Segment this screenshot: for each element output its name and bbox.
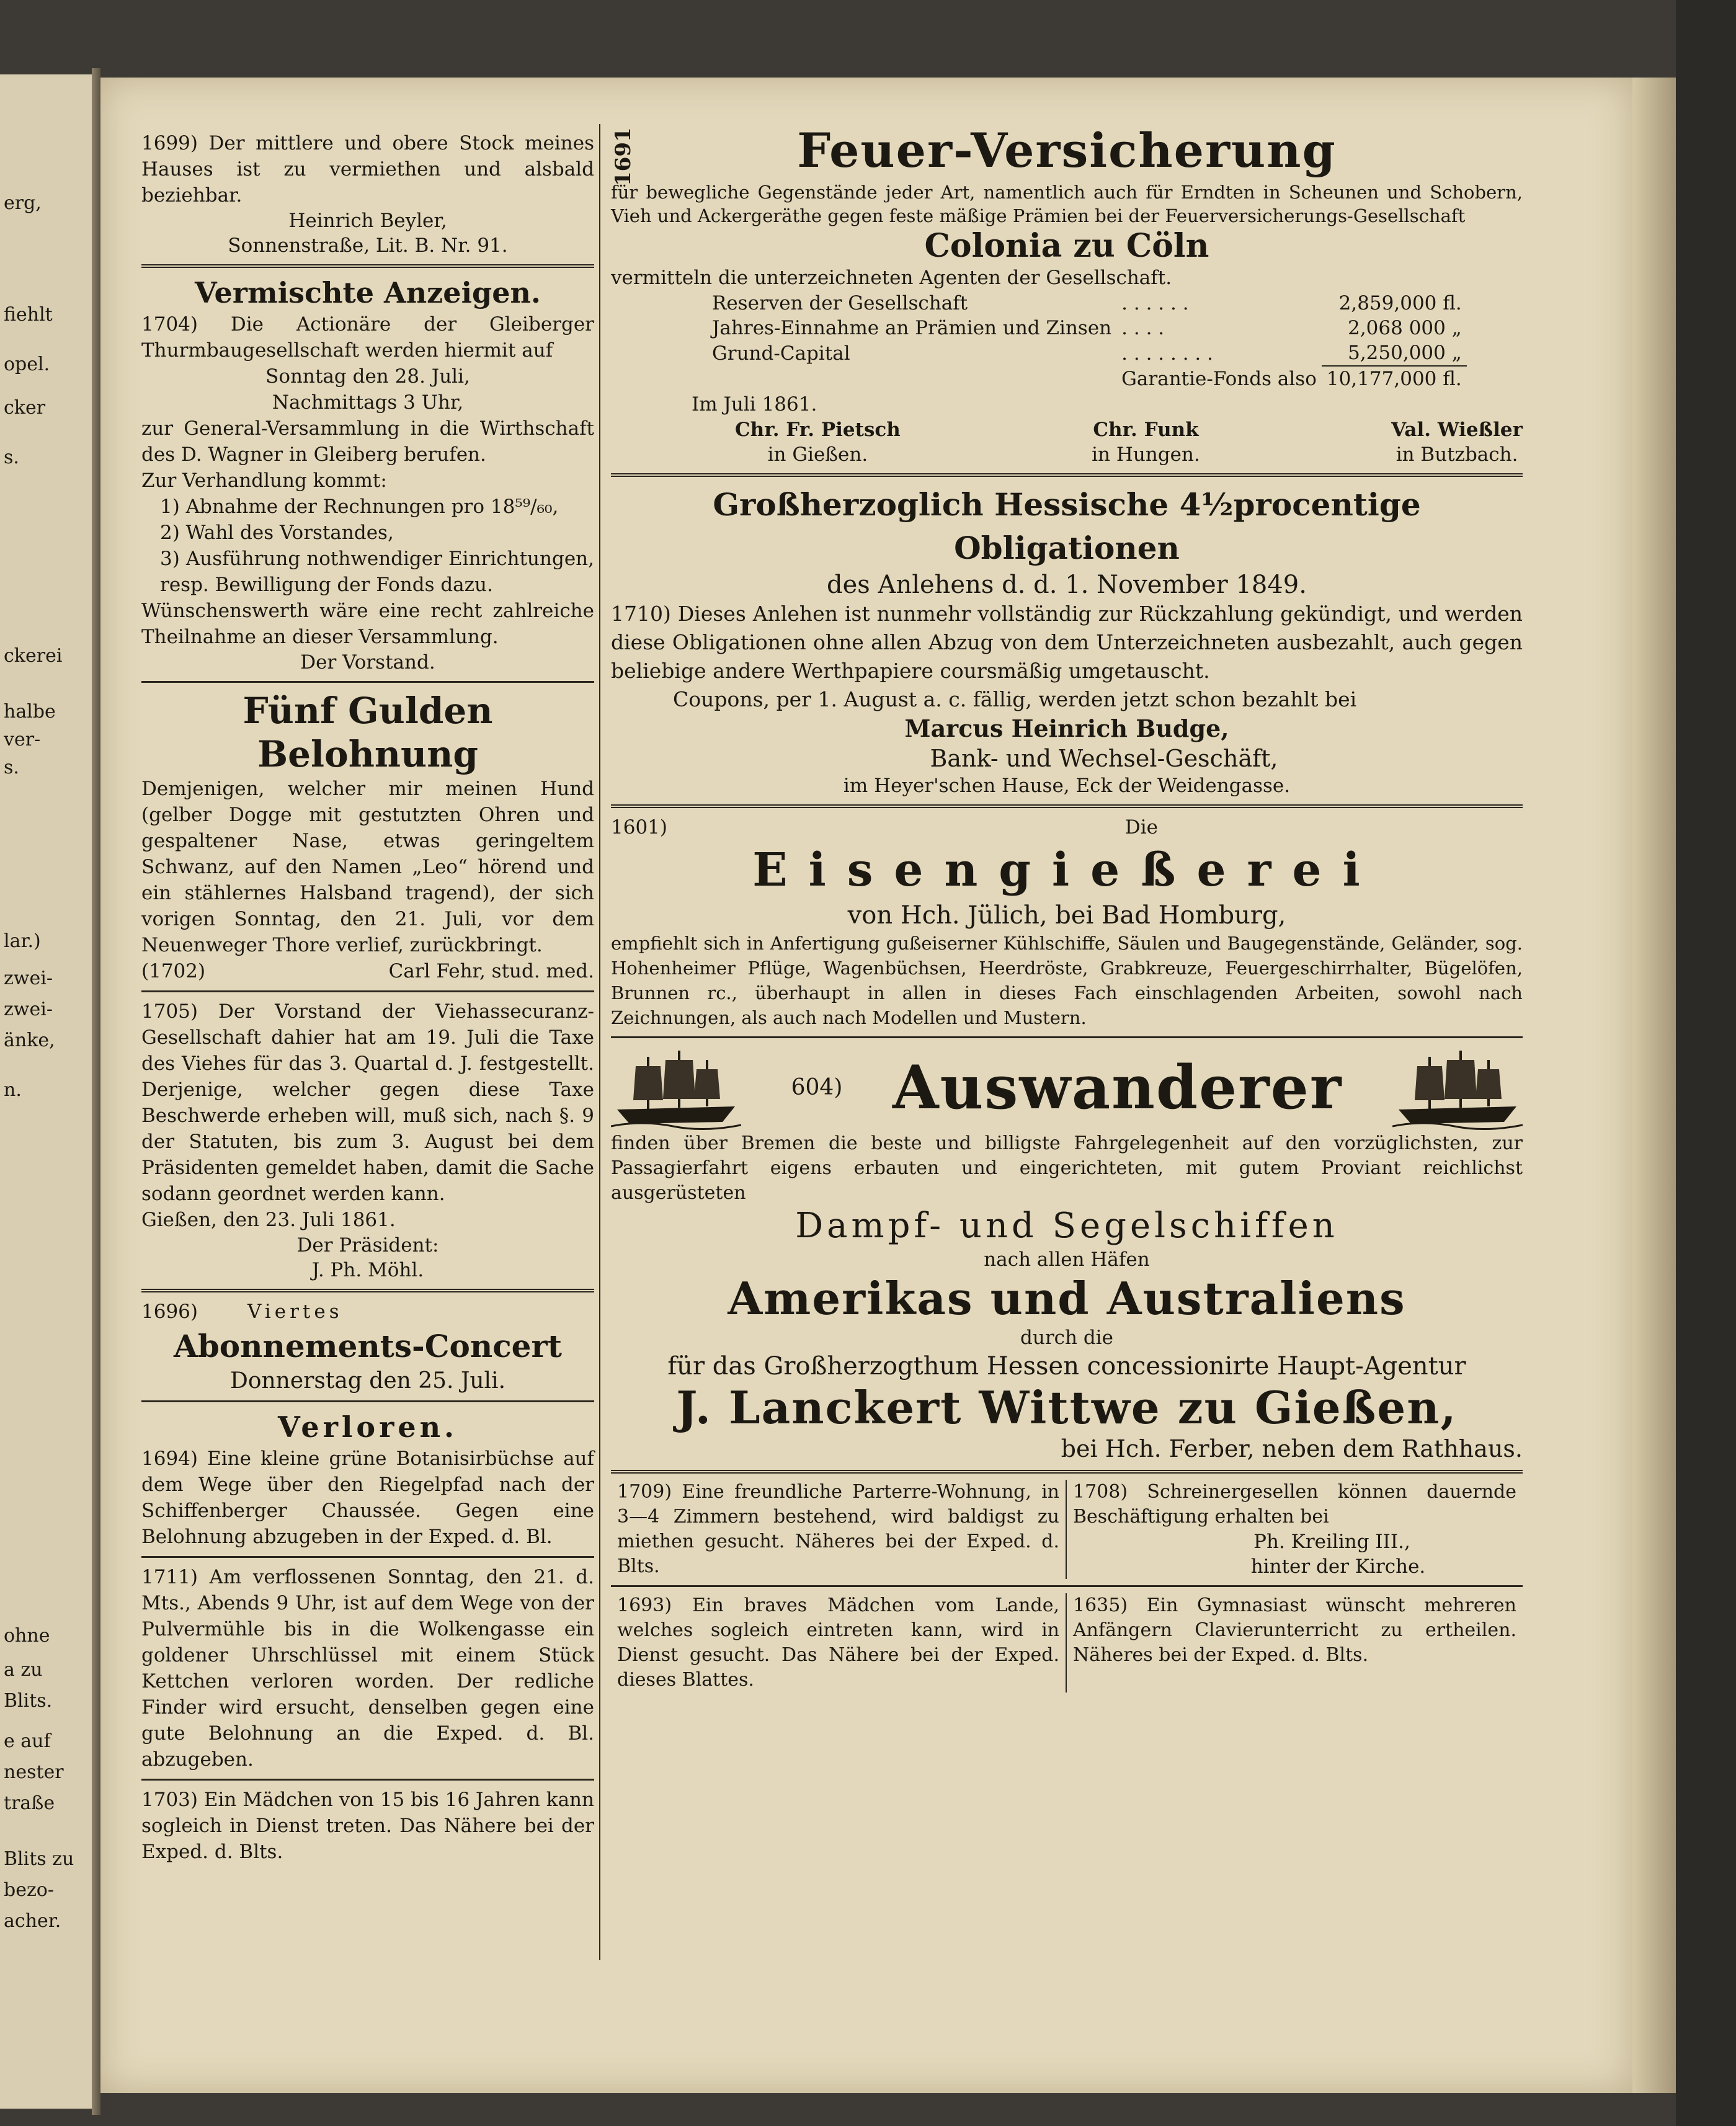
small-ads-row-1 <box>611 1480 1523 1579</box>
ad-1702-footer <box>141 958 594 984</box>
auswanderer-ships: Dampf- und Segelschiffen <box>795 1206 1338 1246</box>
ad-1635-box <box>1067 1593 1523 1692</box>
left-fragment: zwei- <box>4 967 53 989</box>
feuer-agents <box>611 417 1523 467</box>
ad-1704-item3: 3) Ausführung nothwendiger Einrichtungen, resp. Bewilligung der Fonds dazu. <box>160 548 594 596</box>
ad-1704-agenda-head: Zur Verhandlung kommt: <box>141 469 387 492</box>
feuer-agents-line: vermitteln die unterzeichneten Agenten der Gesellschaft. <box>611 267 1172 289</box>
auswanderer-text1: finden über Bremen die beste und billigste Fahrgelegenheit auf den vorzüglichsten, zur Passagierfahrt eigens erbauten und eingerichteten, mit gutem Proviant reichlichst ausgerüsteten <box>611 1132 1523 1204</box>
left-fragment: halbe <box>4 701 56 723</box>
left-fragment: erg, <box>4 192 42 214</box>
divider <box>611 1585 1523 1587</box>
row-dots: . . . . . . . . <box>1121 342 1213 365</box>
ad-1704-time: Nachmittags 3 Uhr, <box>272 391 464 414</box>
left-fragment: fiehlt <box>4 304 53 326</box>
obligationen-sig1: Marcus Heinrich Budge, <box>904 714 1229 742</box>
table-row <box>707 366 1467 391</box>
auswanderer-nach: nach allen Häfen <box>984 1248 1150 1271</box>
row-dots: . . . . <box>1121 317 1165 339</box>
auswanderer-firm: J. Lanckert Wittwe zu Gießen, <box>676 1381 1458 1434</box>
left-fragment: lar.) <box>4 930 41 952</box>
ad-1704-intro: 1704) Die Actionäre der Gleiberger Thurmbaugesellschaft werden hiermit auf <box>141 313 594 362</box>
eisen-title: Eisengießerei <box>752 843 1381 897</box>
ad-1708-text: 1708) Schreinergesellen können dauernde Beschäftigung erhalten bei <box>1073 1481 1516 1528</box>
ad-1708-sig2: hinter der Kirche. <box>1250 1555 1426 1578</box>
table-row <box>707 340 1467 366</box>
left-fragment: bezo- <box>4 1879 54 1901</box>
ad-1703: 1703) Ein Mädchen von 15 bis 16 Jahren kann sogleich in Dienst treten. Das Nähere bei der Exped. d. Blts. <box>141 1789 594 1863</box>
ad-1693: 1693) Ein braves Mädchen vom Lande, welches sogleich eintreten kann, wird in Dienst gesucht. Das Nähere bei der Exped. dieses Blattes. <box>617 1594 1059 1691</box>
divider <box>611 473 1523 477</box>
row-label: Grund-Capital <box>712 342 850 365</box>
ad-1704-sig: Der Vorstand. <box>300 651 435 674</box>
eisen-head <box>611 814 1158 840</box>
column-rule <box>599 124 600 1960</box>
eisen-sub: von Hch. Jülich, bei Bad Homburg, <box>847 901 1286 930</box>
margin-number: 1691 <box>611 127 636 186</box>
ad-1709-box <box>611 1480 1067 1579</box>
left-fragment: e auf <box>4 1730 51 1752</box>
obligationen-title: Großherzoglich Hessische 4½procentige Obligationen <box>713 486 1421 566</box>
table-row <box>707 291 1467 316</box>
obligationen-subtitle: des Anlehens d. d. 1. November 1849. <box>827 571 1307 599</box>
feuer-intro: für bewegliche Gegenstände jeder Art, namentlich auch für Erndten in Scheunen und Schobern, Vieh und Ackergeräthe gegen feste mäßige Prämien bei der Feuerversicherungs-Gesellschaft <box>611 182 1523 226</box>
ad-1696-word: Viertes <box>247 1301 343 1323</box>
table-row <box>707 316 1467 340</box>
ad-1708-sig1: Ph. Kreiling III., <box>1253 1531 1410 1553</box>
divider <box>611 1036 1523 1038</box>
ad-1699-sig1: Heinrich Beyler, <box>288 210 447 232</box>
ad-1694: 1694) Eine kleine grüne Botanisirbüchse auf dem Wege über den Riegelpfad nach der Schiffenberger Chaussée. Gegen eine Belohnung abzugeben in der Exped. d. Bl. <box>141 1448 594 1548</box>
obligationen-sig3: im Heyer'schen Hause, Eck der Weidengasse. <box>843 775 1291 797</box>
left-fragment: Blits. <box>4 1690 53 1712</box>
ship-icon <box>611 1044 741 1131</box>
ad-1705-sig2: J. Ph. Möhl. <box>311 1259 424 1281</box>
ad-1705-text: 1705) Der Vorstand der Viehassecuranz-Gesellschaft dahier hat am 19. Juli die Taxe des Viehes für das 3. Quartal d. J. festgestellt. Derjenige, welcher gegen diese Taxe Beschwerde erheben will, muß sich, nach §. 9 der Statuten, bis zum 3. August bei dem Präsidenten gemeldet haben, damit die Sache sodann geordnet werden kann. <box>141 1000 594 1205</box>
left-fragment: traße <box>4 1792 55 1814</box>
left-fragment: Blits zu <box>4 1848 74 1870</box>
feuer-company: Colonia zu Cöln <box>924 227 1209 265</box>
left-page-edge <box>0 74 93 2109</box>
ad-1696-title: Abonnements-Concert <box>174 1328 562 1364</box>
left-fragment: änke, <box>4 1030 55 1051</box>
left-fragment: s. <box>4 447 19 468</box>
obligationen-text: 1710) Dieses Anlehen ist nunmehr vollständig zur Rückzahlung gekündigt, und werden diese Obligationen ohne allen Abzug von dem Unterzeichneten ausbezahlt, auch gegen beliebige andere Werthpapiere coursmäßig umgetauscht. <box>611 602 1523 683</box>
feuer-table <box>707 291 1467 391</box>
ad-1704-rest: zur General-Versammlung in die Wirthschaft des D. Wagner in Gleiberg berufen. <box>141 417 594 466</box>
left-fragment: ohne <box>4 1625 50 1647</box>
row-value: 5,250,000 „ <box>1322 340 1467 366</box>
total-label: Garantie-Fonds also <box>1121 367 1317 390</box>
agent-name: Val. Wießler <box>1391 419 1523 441</box>
left-fragment: opel. <box>4 354 50 375</box>
divider <box>141 681 594 683</box>
divider <box>141 1289 594 1292</box>
divider <box>141 990 594 992</box>
left-fragment: zwei- <box>4 999 53 1020</box>
right-column <box>611 121 1523 1692</box>
row-value: 2,859,000 fl. <box>1338 292 1462 314</box>
ad-1635: 1635) Ein Gymnasiast wünscht mehreren Anfängern Clavierunterricht zu ertheilen. Näheres bei der Exped. d. Blts. <box>1073 1594 1516 1666</box>
total-value: 10,177,000 fl. <box>1326 368 1462 390</box>
ad-1693-box <box>611 1593 1067 1692</box>
agent <box>1092 417 1200 467</box>
ad-1699-text: 1699) Der mittlere und obere Stock meines Hauses ist zu vermiethen und alsbald beziehbar. <box>141 132 594 207</box>
feuer-title: Feuer-Versicherung <box>797 123 1337 178</box>
ad-1702-num: (1702) <box>141 960 206 982</box>
page-edge <box>1632 78 1676 2093</box>
divider <box>611 1470 1523 1474</box>
ad-1705-sig1: Der Präsident: <box>296 1234 439 1256</box>
left-fragment: n. <box>4 1079 22 1101</box>
row-value: 2,068 000 „ <box>1348 317 1462 339</box>
auswanderer-durch: durch die <box>1020 1327 1113 1349</box>
left-fragment: cker <box>4 397 46 419</box>
agent-name: Chr. Funk <box>1093 419 1199 441</box>
ad-1708-box <box>1067 1480 1523 1579</box>
left-fragment: acher. <box>4 1910 61 1932</box>
eisen-text: empfiehlt sich in Anfertigung gußeiserner Kühlschiffe, Säulen und Baugegenstände, Geländer, sog. Hohenheimer Pflüge, Wagenbüchsen, Heerdröste, Grabkreuze, Feuergeschirrhalter, Bügelöfen, Brunnen rc., überhaupt in allen in dieses Fach einschlagenden Arbeiten, sowohl nach Zeichnungen, als auch nach Modellen und Mustern. <box>611 933 1523 1028</box>
eisen-num: 1601) <box>611 816 667 838</box>
agent <box>1391 417 1523 467</box>
auswanderer-num: 604) <box>791 1075 843 1100</box>
ad-1704-item1: 1) Abnahme der Rechnungen pro 18⁵⁹/₆₀, <box>160 496 559 518</box>
feuer-date: Im Juli 1861. <box>692 393 817 416</box>
left-fragment: ver- <box>4 729 41 750</box>
ad-1696-date: Donnerstag den 25. Juli. <box>229 1368 506 1394</box>
heading-vermischte: Vermischte Anzeigen. <box>195 276 541 309</box>
auswanderer-bei: bei Hch. Ferber, neben dem Rathhaus. <box>1061 1435 1523 1462</box>
left-fragment: s. <box>4 757 19 778</box>
book-gutter <box>92 68 100 2115</box>
row-label: Jahres-Einnahme an Prämien und Zinsen <box>712 317 1112 339</box>
divider <box>141 1556 594 1558</box>
left-fragment: nester <box>4 1761 64 1783</box>
ship-icon <box>1392 1044 1523 1131</box>
auswanderer-title: Auswanderer <box>892 1052 1343 1123</box>
agent <box>735 417 901 467</box>
ad-1705-place: Gießen, den 23. Juli 1861. <box>141 1209 396 1231</box>
auswanderer-agency: für das Großherzogthum Hessen concessionirte Haupt-Agentur <box>667 1352 1466 1381</box>
obligationen-coupons: Coupons, per 1. August a. c. fällig, werden jetzt schon bezahlt bei <box>673 687 1357 711</box>
ad-1711: 1711) Am verflossenen Sonntag, den 21. d. Mts., Abends 9 Uhr, ist auf dem Wege von der Pulvermühle bis in die Wolkengasse ein goldener Uhrschlüssel mit einem Stück Kettchen verloren worden. Der redliche Finder wird ersucht, denselben gegen eine gute Belohnung an die Exped. d. Bl. abzugeben. <box>141 1566 594 1771</box>
small-ads-row-2 <box>611 1593 1523 1692</box>
ad-1704-item2: 2) Wahl des Vorstandes, <box>160 522 394 544</box>
agent-place: in Gießen. <box>767 443 868 466</box>
heading-belohnung: Fünf Gulden Belohnung <box>243 690 493 775</box>
divider <box>141 1400 594 1402</box>
ad-1699-sig2: Sonnenstraße, Lit. B. Nr. 91. <box>228 234 508 257</box>
agent-name: Chr. Fr. Pietsch <box>735 419 901 441</box>
divider <box>141 1779 594 1781</box>
divider <box>611 804 1523 808</box>
row-label: Reserven der Gesellschaft <box>712 292 968 314</box>
left-fragment: a zu <box>4 1659 43 1681</box>
heading-verloren: Verloren. <box>277 1410 458 1444</box>
left-fragment: ckerei <box>4 645 63 667</box>
ad-1696-head <box>141 1299 594 1325</box>
left-column <box>141 130 594 1865</box>
auswanderer-head <box>611 1044 1523 1131</box>
ad-1709: 1709) Eine freundliche Parterre-Wohnung, in 3—4 Zimmern bestehend, wird baldigst zu miethen gesucht. Näheres bei der Exped. d. Blts. <box>617 1481 1059 1577</box>
ad-1702-text: Demjenigen, welcher mir meinen Hund (gelber Dogge mit gestutzten Ohren und gespaltener Nase, etwas geringeltem Schwanz, auf den Namen „Leo“ hörend und ein stählernes Halsband tragend), der sich vorigen Sonntag, den 21. Juli, vor dem Neuenweger Thore verlief, zurückbringt. <box>141 778 594 956</box>
auswanderer-dest: Amerikas und Australiens <box>728 1272 1406 1325</box>
ad-1696-num: 1696) <box>141 1301 198 1323</box>
ad-1704-date: Sonntag den 28. Juli, <box>265 365 470 388</box>
ad-1704-wish: Wünschenswerth wäre eine recht zahlreiche Theilnahme an dieser Versammlung. <box>141 600 594 648</box>
agent-place: in Hungen. <box>1092 443 1200 466</box>
eisen-die: Die <box>1124 816 1158 838</box>
divider <box>141 264 594 268</box>
book-cover <box>1676 0 1736 2126</box>
row-dots: . . . . . . <box>1121 292 1189 314</box>
ad-1702-sig: Carl Fehr, stud. med. <box>388 960 594 982</box>
agent-place: in Butzbach. <box>1395 443 1518 466</box>
obligationen-sig2: Bank- und Wechsel-Geschäft, <box>930 745 1278 772</box>
